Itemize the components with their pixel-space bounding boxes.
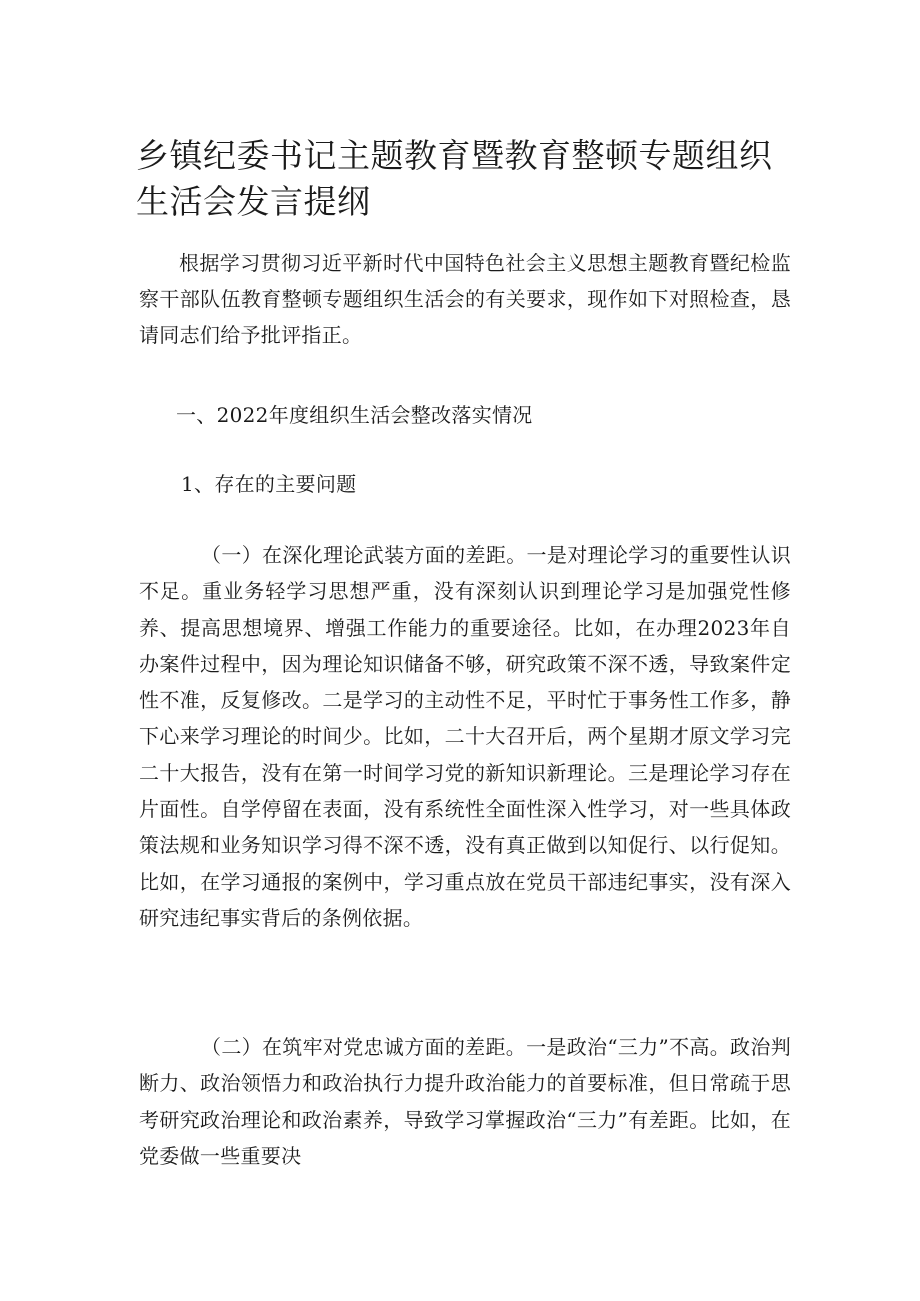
document-title: 乡镇纪委书记主题教育暨教育整顿专题组织生活会发言提纲 (136, 136, 773, 221)
section-heading: 一、2022年度组织生活会整改落实情况 (176, 403, 533, 427)
subsection-heading: 1、存在的主要问题 (181, 472, 357, 496)
intro-paragraph: 根据学习贯彻习近平新时代中国特色社会主义思想主题教育暨纪检监察干部队伍教育整顿专题组织生活会的有关要求，现作如下对照检查，恳请同志们给予批评指正。 (139, 251, 791, 347)
body-paragraph-1: （一）在深化理论武装方面的差距。一是对理论学习的重要性认识不足。重业务轻学习思想严重，没有深刻认识到理论学习是加强党性修养、提高思想境界、增强工作能力的重要途径。比如，在办理2023年自办案件过程中，因为理论知识储备不够，研究政策不深不透，导致案件定性不准，反复修改。二是学习的主动性不足，平时忙于事务性工作多，静下心来学习理论的时间少。比如，二十大召开后，两个星期才原文学习完二十大报告，没有在第一时间学习党的新知识新理论。三是理论学习存在片面性。自学停留在表面，没有系统性全面性深入性学习，对一些具体政策法规和业务知识学习得不深不透，没有真正做到以知促行、以行促知。比如，在学习通报的案例中，学习重点放在党员干部违纪事实，没有深入研究违纪事实背后的条例依据。 (139, 543, 791, 930)
body-paragraph-2: （二）在筑牢对党忠诚方面的差距。一是政治“三力”不高。政治判断力、政治领悟力和政治执行力提升政治能力的首要标准，但日常疏于思考研究政治理论和政治素养，导致学习掌握政治“三力”有差距。比如，在党委做一些重要决 (139, 1035, 791, 1168)
